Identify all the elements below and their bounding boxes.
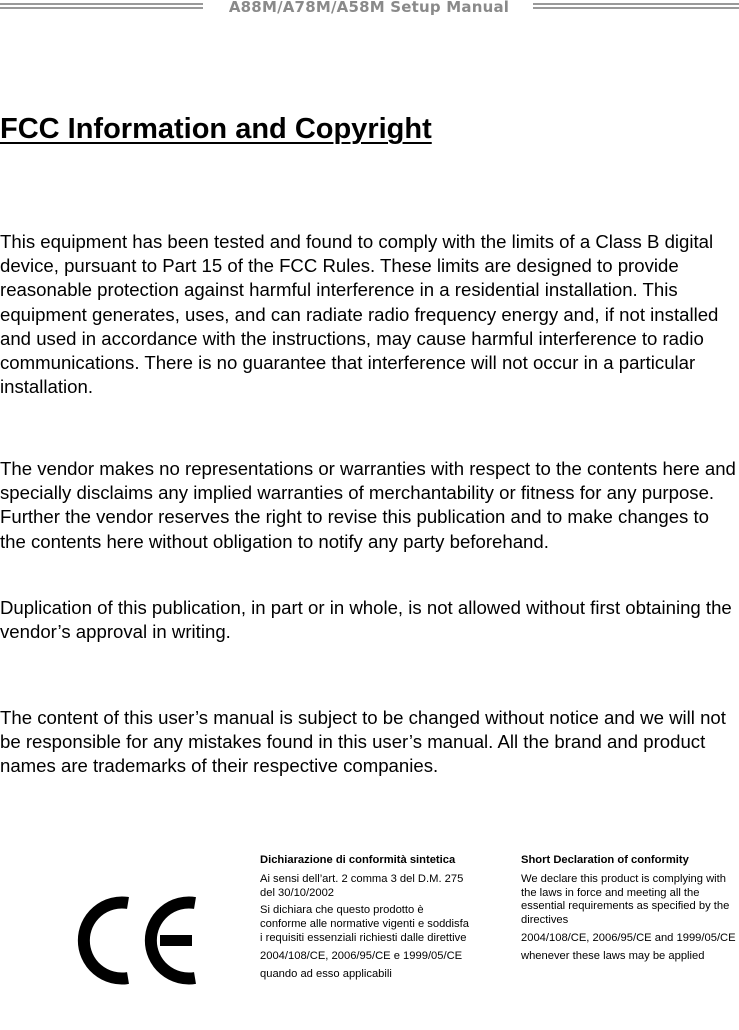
duplication-paragraph: Duplication of this publication, in part or in whole, is not allowed without first obtaining the vendor’s approval in writing.	[0, 597, 732, 643]
header-rule-left	[0, 3, 203, 12]
declaration-italian-line: Ai sensi dell’art. 2 comma 3 del D.M. 275 del 30/10/2002	[260, 872, 464, 899]
declaration-english-title: Short Declaration of conformity	[521, 854, 689, 866]
page-title: FCC Information and Copyright	[0, 113, 432, 145]
declaration-english-line: whenever these laws may be applied	[521, 949, 705, 962]
declaration-italian	[260, 854, 470, 985]
manual-title: A88M/A78M/A58M Setup Manual	[228, 0, 510, 16]
warranty-paragraph: The vendor makes no representations or warranties with respect to the contents here and specially disclaims any implied warranties of merchantability or fitness for any purpose. Further the vendor reserves the right to revise this publication and to make changes to the contents here without obligation to notify any party beforehand.	[0, 458, 736, 552]
fcc-paragraph: This equipment has been tested and found to comply with the limits of a Class B digital device, pursuant to Part 15 of the FCC Rules. These limits are designed to provide reasonable protection against harmful interference in a residential installation. This equipment generates, uses, and can radiate radio frequency energy and, if not installed and used in accordance with the instructions, may cause harmful interference to radio communications. There is no guarantee that interference will not occur in a particular installation.	[0, 231, 719, 398]
ce-c-glyph	[84, 903, 128, 979]
declaration-italian-title: Dichiarazione di conformità sintetica	[260, 854, 456, 866]
ce-mark-icon	[70, 893, 200, 988]
ce-e-bar	[160, 935, 192, 946]
declaration-english	[521, 854, 739, 968]
declaration-italian-line: 2004/108/CE, 2006/95/CE e 1999/05/CE	[260, 949, 463, 962]
declaration-english-line: 2004/108/CE, 2006/95/CE and 1999/05/CE	[521, 931, 736, 944]
content-paragraph: The content of this user’s manual is subject to be changed without notice and we will not be responsible for any mistakes found in this user’s manual. All the brand and product names are trademarks of their respective companies.	[0, 707, 726, 777]
page-header	[0, 0, 739, 18]
header-rule-right	[533, 3, 739, 12]
declaration-english-line: We declare this product is complying with the laws in force and meeting all the essential requirements as specified by the directives	[521, 872, 730, 927]
declaration-italian-line: quando ad esso applicabili	[260, 967, 392, 980]
declaration-italian-line: Si dichiara che questo prodotto è conforme alle normative vigenti e soddisfa i requisiti essenziali richiesti dalle direttive	[260, 904, 469, 944]
